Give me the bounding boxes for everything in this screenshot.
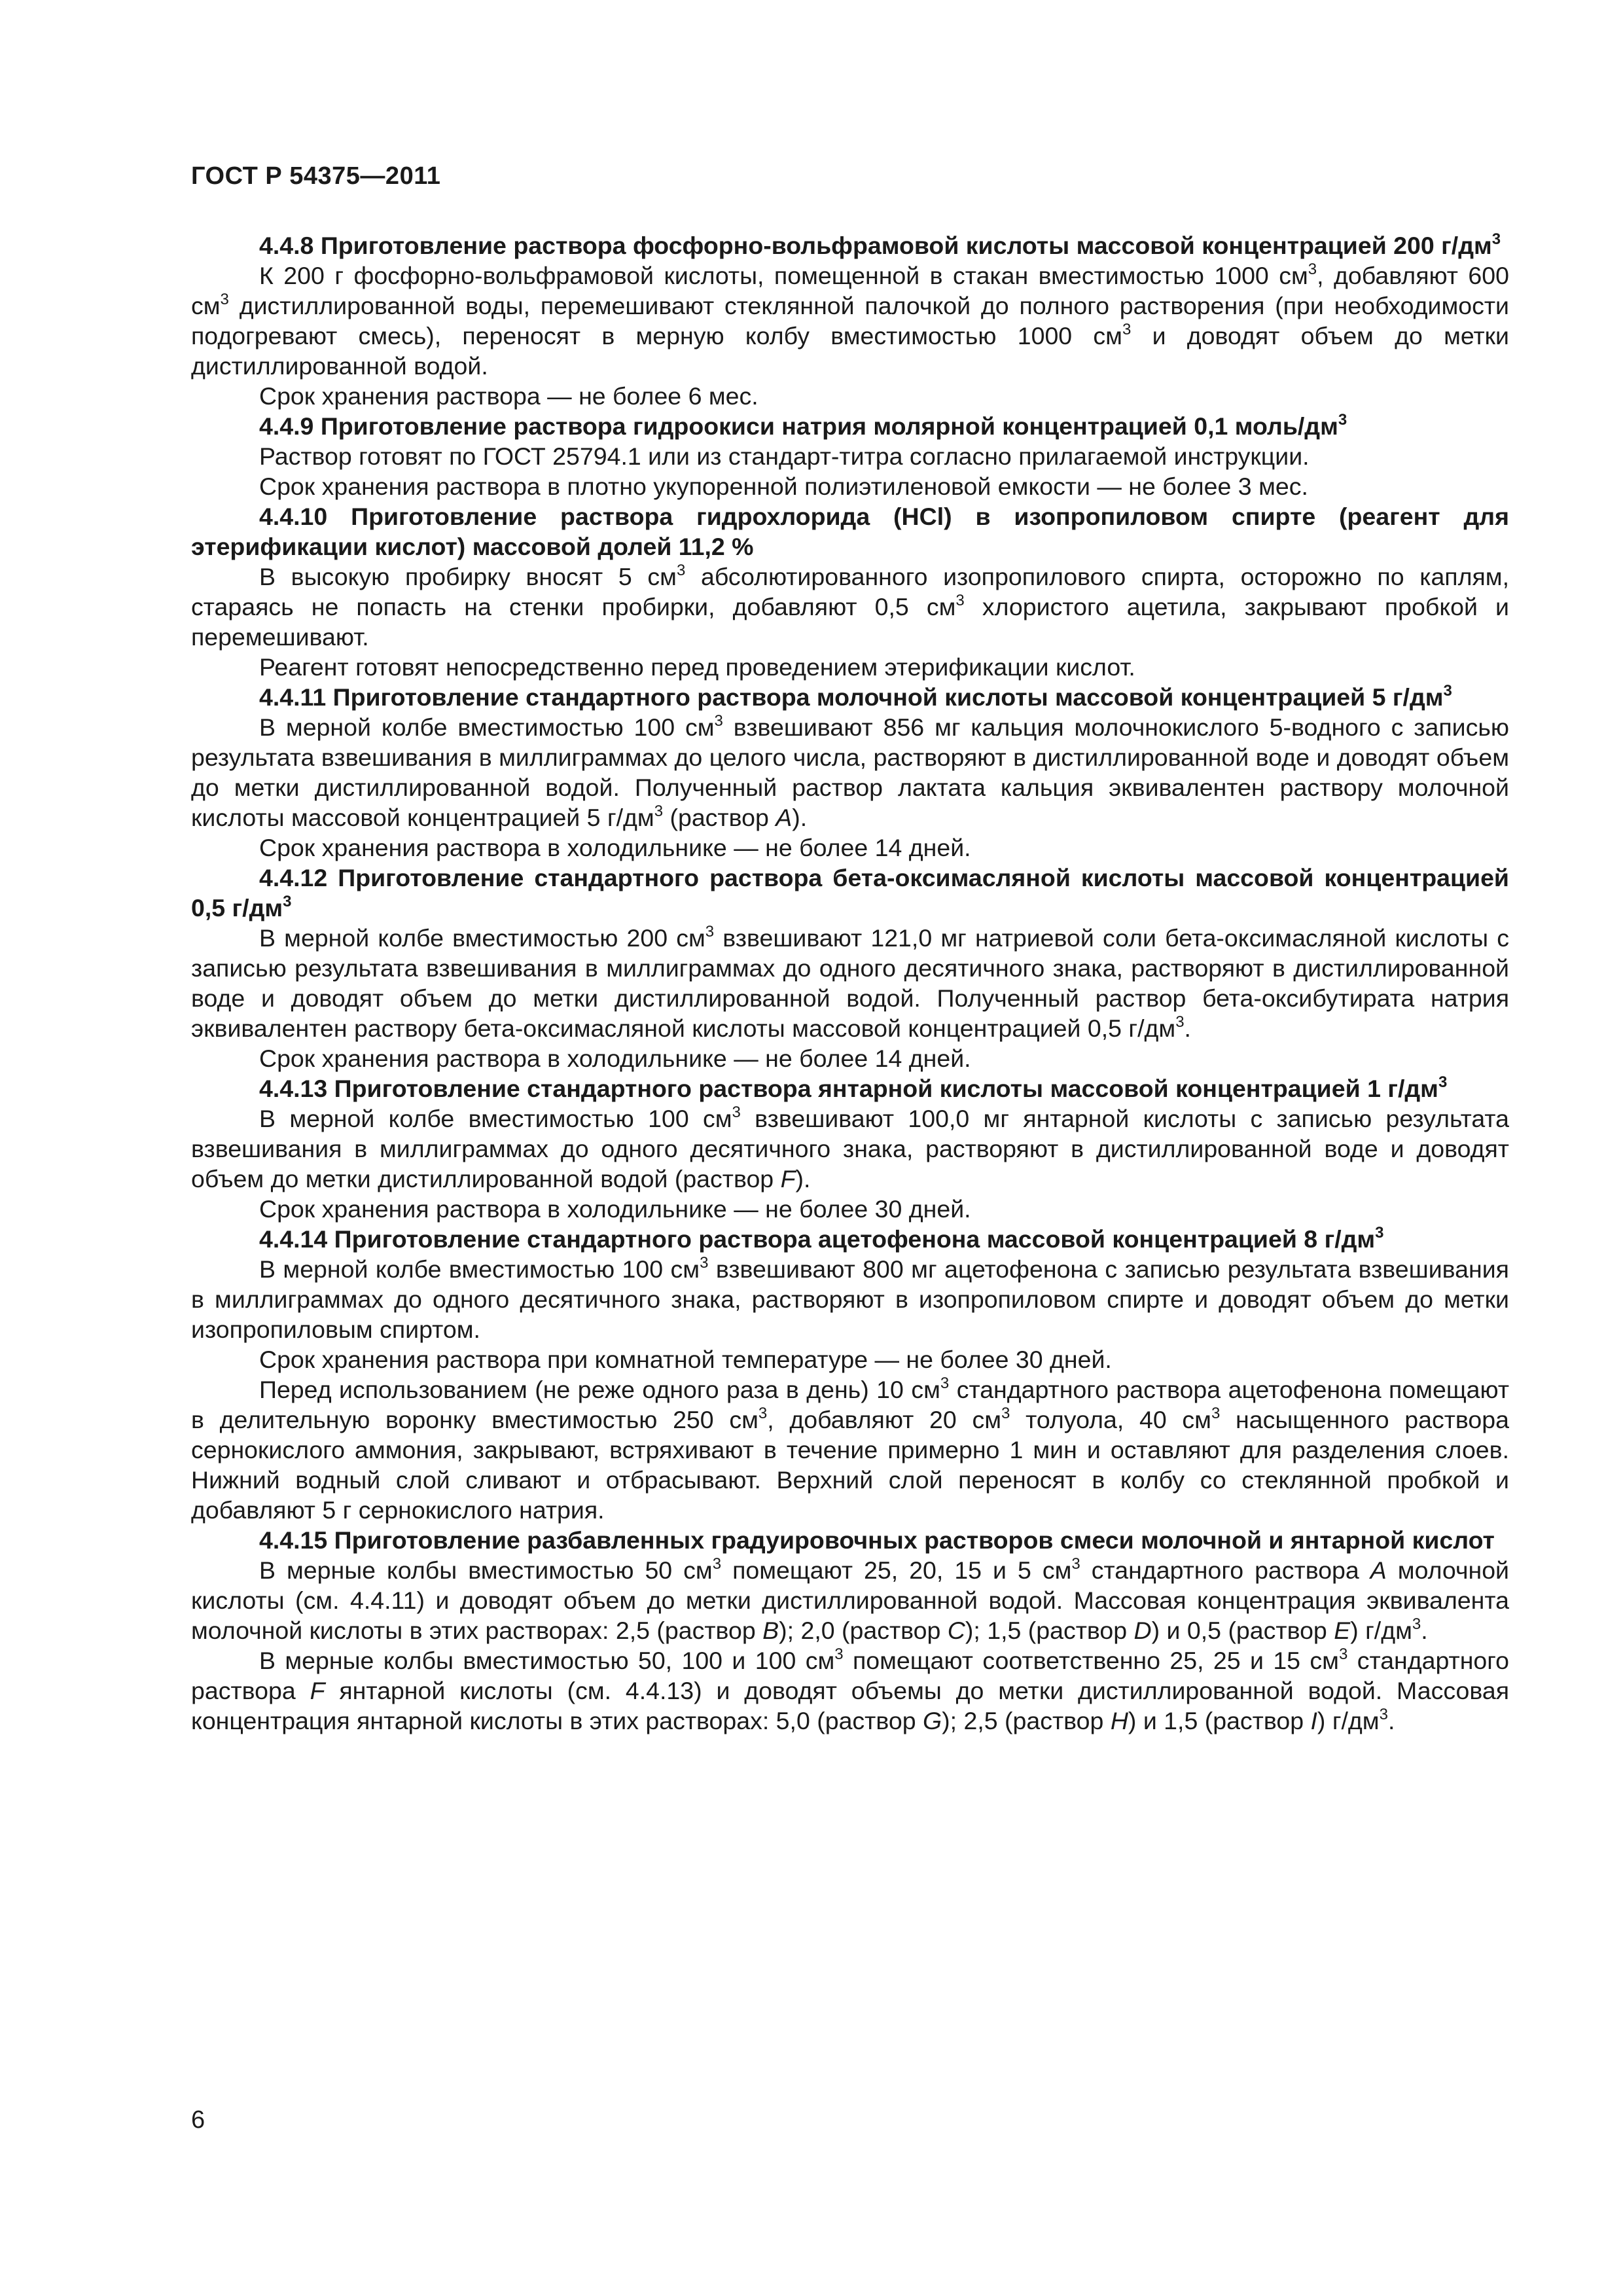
superscript: 3 [705, 923, 715, 941]
paragraph [191, 381, 1509, 411]
text-run: янтарной кислоты (см. 4.4.13) и доводят объемы до метки дистиллированной водой. Массовая концентрация янтарной кислоты в этих растворах: 5,0 (раствор [191, 1677, 1510, 1734]
superscript: 3 [712, 1555, 722, 1573]
paragraph [191, 833, 1509, 863]
paragraph [191, 1254, 1509, 1344]
text-run: В мерной колбе вместимостью 200 см [259, 924, 705, 952]
superscript: 3 [1071, 1555, 1080, 1573]
text-run: 4.4.11 Приготовление стандартного раствора молочной кислоты массовой концентрацией 5 г/дм [259, 683, 1444, 711]
superscript: 3 [1443, 682, 1452, 700]
text-run: К 200 г фосфорно-вольфрамовой кислоты, помещенной в стакан вместимостью 1000 см [259, 262, 1308, 289]
superscript: 3 [714, 712, 723, 730]
text-run: ) и 1,5 (раствор [1128, 1707, 1311, 1734]
italic-label: С [947, 1617, 965, 1644]
text-run: Срок хранения раствора при комнатной температуре — не более 30 дней. [259, 1346, 1112, 1373]
text-run: 4.4.12 Приготовление стандартного раствора бета-оксимасляной кислоты массовой концентрацией 0,5 г/дм [191, 864, 1509, 922]
text-run: ) г/дм [1317, 1707, 1380, 1734]
text-run: взвешивают 856 мг кальция молочнокислого 5-водного с записью результата взвешивания в миллиграммах до целого числа, растворяют в дистиллированной воде и доводят объем до метки дистиллированной водой. Полученный раствор лактата кальция эквивалентен раствору молочной кислоты массовой концентрацией 5 г/дм [191, 713, 1509, 831]
superscript: 3 [955, 592, 965, 609]
text-run: . [1184, 1014, 1191, 1042]
superscript: 3 [758, 1405, 768, 1422]
text-run: Срок хранения раствора в холодильнике — не более 14 дней. [259, 834, 971, 861]
superscript: 3 [654, 802, 664, 820]
text-run: помещают соответственно 25, 25 и 15 см [843, 1647, 1339, 1674]
italic-label: F [310, 1677, 325, 1704]
paragraph [191, 1043, 1509, 1073]
text-run: толуола, 40 см [1010, 1406, 1211, 1433]
text-run: Реагент готовят непосредственно перед проведением этерификации кислот. [259, 653, 1135, 681]
italic-label: F [780, 1165, 796, 1193]
section-heading [191, 863, 1509, 923]
superscript: 3 [700, 1254, 709, 1272]
text-run: помещают 25, 20, 15 и 5 см [721, 1556, 1072, 1584]
superscript: 3 [1379, 1706, 1388, 1723]
text-run: В высокую пробирку вносят 5 см [259, 563, 677, 590]
section-heading [191, 1073, 1509, 1103]
superscript: 3 [676, 562, 686, 579]
section-heading [191, 682, 1509, 712]
text-run: ); 2,5 (раствор [942, 1707, 1111, 1734]
paragraph [191, 441, 1509, 471]
text-run: ); 1,5 (раствор [965, 1617, 1134, 1644]
superscript: 3 [283, 893, 292, 910]
text-run: 4.4.10 Приготовление раствора гидрохлорида (HCl) в изопропиловом спирте (реагент для этерификации кислот) массовой долей 11,2 % [191, 503, 1509, 560]
paragraph [191, 1645, 1509, 1736]
superscript: 3 [1308, 260, 1317, 278]
italic-label: D [1133, 1617, 1152, 1644]
text-run: В мерные колбы вместимостью 50 см [259, 1556, 713, 1584]
superscript: 3 [1338, 411, 1347, 429]
text-run: насыщенного раствора сернокислого аммония, закрывают, встряхивают в течение примерно 1 мин и оставляют для разделения слоев. Нижний водный слой сливают и отбрасывают. Верхний слой переносят в колбу со стеклянной пробкой и добавляют 5 г сернокислого натрия. [191, 1406, 1509, 1524]
superscript: 3 [1001, 1405, 1010, 1422]
text-run: , добавляют 20 см [767, 1406, 1002, 1433]
italic-label: G [923, 1707, 942, 1734]
text-run: Срок хранения раствора в холодильнике — не более 30 дней. [259, 1195, 971, 1223]
text-run: 4.4.9 Приготовление раствора гидроокиси натрия молярной концентрацией 0,1 моль/дм [259, 412, 1338, 440]
paragraph [191, 1103, 1509, 1194]
section-heading [191, 1525, 1509, 1555]
superscript: 3 [220, 291, 229, 308]
superscript: 3 [1412, 1615, 1421, 1633]
superscript: 3 [1122, 321, 1132, 338]
section-heading [191, 411, 1509, 441]
document-body [191, 230, 1509, 1736]
paragraph [191, 1374, 1509, 1525]
text-run: стандартного раствора ацетофенона помещают в делительную воронку вместимостью 250 см [191, 1376, 1510, 1433]
italic-label: Е [1334, 1617, 1351, 1644]
text-run: 4.4.8 Приготовление раствора фосфорно-вольфрамовой кислоты массовой концентрацией 200 г/дм [259, 232, 1492, 259]
superscript: 3 [1491, 230, 1501, 248]
italic-label: Н [1110, 1707, 1128, 1734]
text-run: Срок хранения раствора — не более 6 мес. [259, 382, 758, 410]
text-run: взвешивают 800 мг ацетофенона с записью результата взвешивания в миллиграммах до одного десятичного знака, растворяют в изопропиловом спирте и доводят объем до метки изопропиловым спиртом. [191, 1255, 1509, 1343]
superscript: 3 [1211, 1405, 1221, 1422]
text-run: ) г/дм [1350, 1617, 1412, 1644]
superscript: 3 [732, 1103, 741, 1121]
text-run: Срок хранения раствора в плотно укупоренной полиэтиленовой емкости — не более 3 мес. [259, 473, 1308, 500]
page-number: 6 [191, 2106, 205, 2134]
italic-label: В [762, 1617, 779, 1644]
text-run: 4.4.13 Приготовление стандартного раствора янтарной кислоты массовой концентрацией 1 г/дм [259, 1075, 1438, 1102]
text-run: 4.4.15 Приготовление разбавленных градуировочных растворов смеси молочной и янтарной кислот [259, 1526, 1495, 1554]
section-heading [191, 230, 1509, 260]
paragraph [191, 562, 1509, 652]
text-run: взвешивают 100,0 мг янтарной кислоты с записью результата взвешивания в миллиграммах до одного десятичного знака, растворяют в дистиллированной воде и доводят объем до метки дистиллированной водой (раствор [191, 1105, 1509, 1193]
text-run: . [1421, 1617, 1428, 1644]
text-run: , добавляют 600 см [191, 262, 1509, 319]
superscript: 3 [1438, 1073, 1448, 1091]
text-run: молочной кислоты (см. 4.4.11) и доводят объем до метки дистиллированной водой. Массовая концентрация эквивалента молочной кислоты в этих растворах: 2,5 (раствор [191, 1556, 1509, 1644]
text-run: ). [792, 804, 808, 831]
text-run: Раствор готовят по ГОСТ 25794.1 или из стандарт-титра согласно прилагаемой инструкции. [259, 442, 1310, 470]
text-run: дистиллированной воды, перемешивают стеклянной палочкой до полного растворения (при необходимости подогревают смесь), переносят в мерную колбу вместимостью 1000 см [191, 292, 1509, 350]
paragraph [191, 1344, 1509, 1374]
section-heading [191, 1224, 1509, 1254]
superscript: 3 [1338, 1645, 1348, 1663]
paragraph [191, 712, 1509, 833]
italic-label: А [1370, 1556, 1387, 1584]
section-heading [191, 501, 1509, 562]
superscript: 3 [940, 1374, 950, 1392]
text-run: В мерной колбе вместимостью 100 см [259, 1255, 700, 1283]
text-run: и доводят объем до метки дистиллированной водой. [191, 322, 1510, 380]
text-run: хлористого ацетила, закрывают пробкой и перемешивают. [191, 593, 1509, 651]
paragraph [191, 923, 1509, 1043]
text-run: ); 2,0 (раствор [779, 1617, 948, 1644]
italic-label: А [776, 804, 793, 831]
text-run: . [1387, 1707, 1395, 1734]
text-run: абсолютированного изопропилового спирта, осторожно по каплям, стараясь не попасть на стенки пробирки, добавляют 0,5 см [191, 563, 1509, 620]
text-run: (раствор [663, 804, 776, 831]
paragraph [191, 652, 1509, 682]
italic-label: I [1310, 1707, 1317, 1734]
text-run: ). [795, 1165, 811, 1193]
paragraph [191, 1194, 1509, 1224]
paragraph [191, 260, 1509, 381]
text-run: взвешивают 121,0 мг натриевой соли бета-оксимасляной кислоты с записью результата взвешивания в миллиграммах до одного десятичного знака, растворяют в дистиллированной воде и доводят объем до метки дистиллированной водой. Полученный раствор бета-оксибутирата натрия эквивалентен раствору бета-оксимасляной кислоты массовой концентрацией 0,5 г/дм [191, 924, 1509, 1042]
superscript: 3 [834, 1645, 844, 1663]
text-run: В мерной колбе вместимостью 100 см [259, 1105, 732, 1132]
text-run: Срок хранения раствора в холодильнике — не более 14 дней. [259, 1045, 971, 1072]
text-run: стандартного раствора [191, 1647, 1509, 1704]
text-run: ) и 0,5 (раствор [1151, 1617, 1334, 1644]
text-run: 4.4.14 Приготовление стандартного раствора ацетофенона массовой концентрацией 8 г/дм [259, 1225, 1376, 1253]
paragraph [191, 1555, 1509, 1645]
superscript: 3 [1175, 1013, 1185, 1031]
text-run: стандартного раствора [1080, 1556, 1370, 1584]
superscript: 3 [1375, 1224, 1384, 1242]
text-run: Перед использованием (не реже одного раза в день) 10 см [259, 1376, 940, 1403]
text-run: В мерной колбе вместимостью 100 см [259, 713, 715, 741]
paragraph [191, 471, 1509, 501]
text-run: В мерные колбы вместимостью 50, 100 и 100 см [259, 1647, 835, 1674]
document-header: ГОСТ Р 54375—2011 [191, 162, 441, 190]
